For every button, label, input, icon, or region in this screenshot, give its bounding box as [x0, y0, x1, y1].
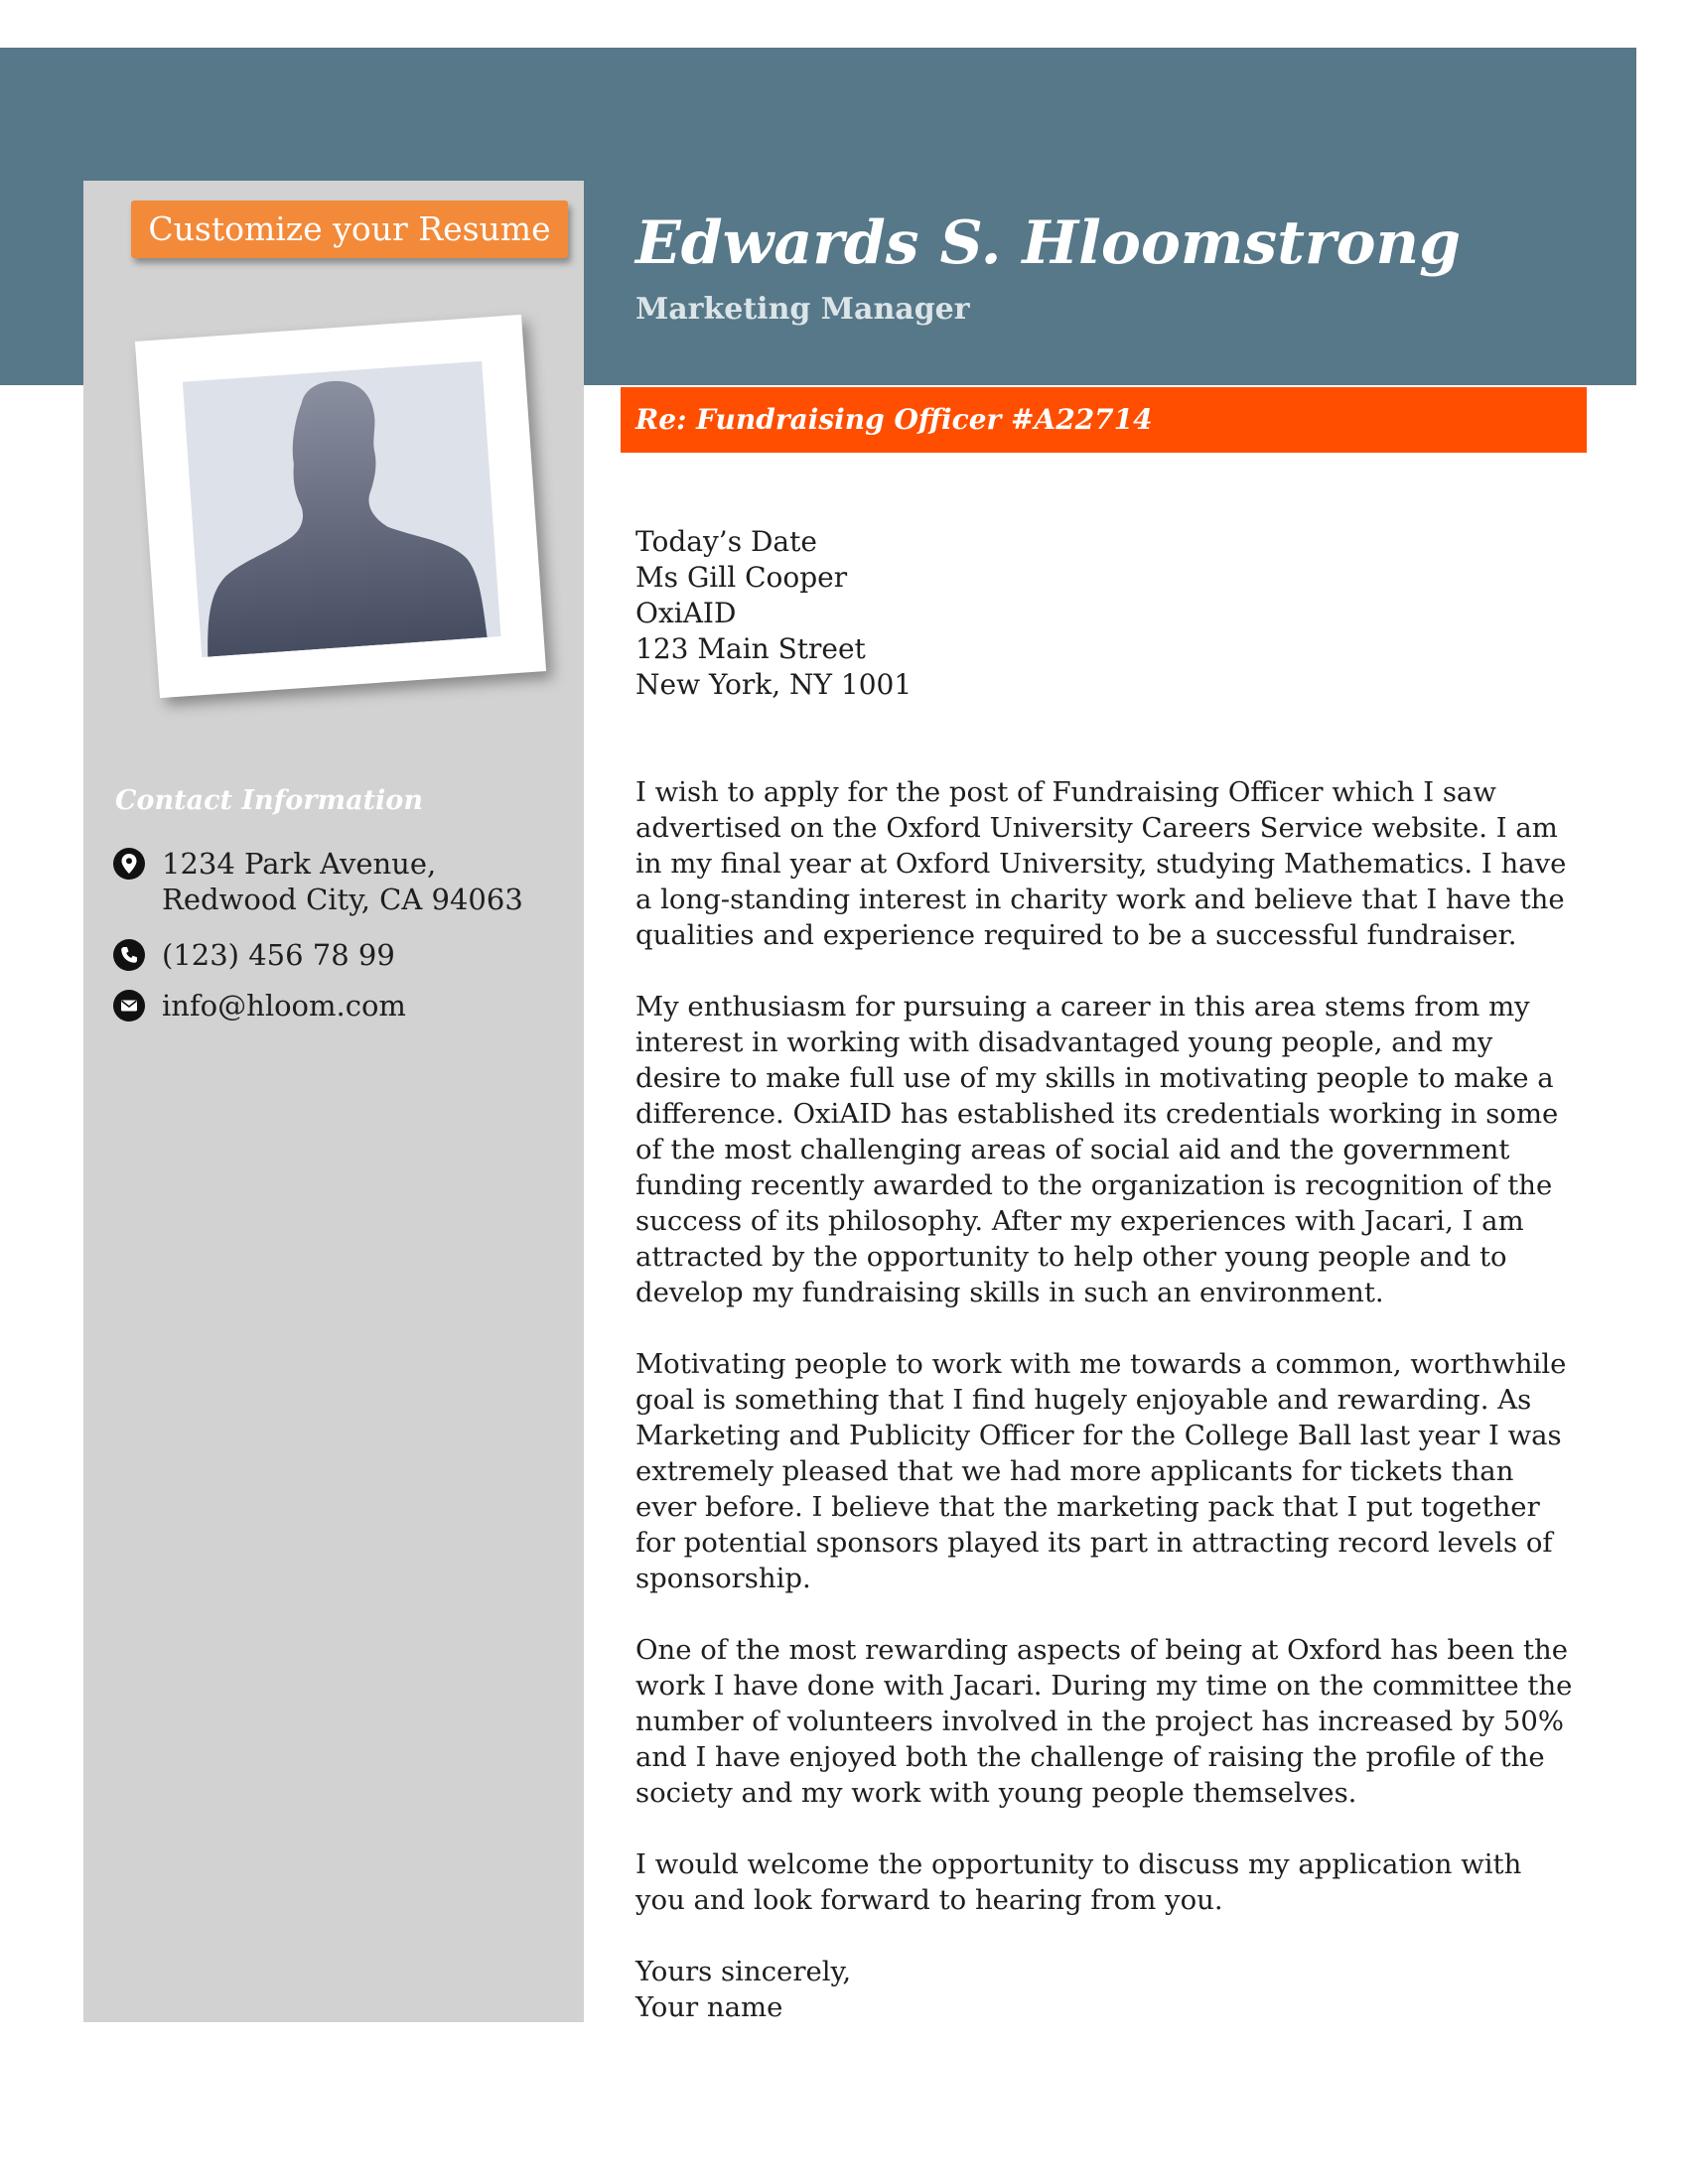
- signature-line: Your name: [635, 1991, 783, 2023]
- letter-body: [635, 774, 1574, 2025]
- subject-bar: [621, 387, 1587, 453]
- letter-closing: [635, 1954, 1574, 2025]
- phone-icon: [113, 939, 145, 971]
- recipient-street: 123 Main Street: [635, 632, 866, 665]
- letter-paragraph: One of the most rewarding aspects of being at Oxford has been the work I have done with Jacari. During my time on the committee the number of volunteers involved in the project has increased by 50% and I have enjoyed both the challenge of raising the profile of the society and my work with young people themselves.: [635, 1634, 1573, 1809]
- date-line: Today’s Date: [635, 525, 817, 558]
- person-silhouette-icon: [183, 361, 501, 657]
- contact-info-heading: Contact Information: [115, 785, 423, 816]
- customize-resume-button[interactable]: Customize your Resume: [131, 201, 568, 258]
- recipient-company: OxiAID: [635, 597, 737, 629]
- closing-line: Yours sincerely,: [635, 1956, 852, 1987]
- contact-address-text: 1234 Park Avenue, Redwood City, CA 94063: [162, 847, 523, 916]
- location-pin-icon: [113, 848, 145, 880]
- recipient-city: New York, NY 1001: [635, 668, 913, 701]
- letter-paragraph: I wish to apply for the post of Fundraising Officer which I saw advertised on the Oxford University Careers Service website. I am in my final year at Oxford University, studying Mathematics. I have a long-standing interest in charity work and believe that I have the qualities and experience required to be a successful fundraiser.: [635, 776, 1567, 951]
- recipient-name: Ms Gill Cooper: [635, 561, 848, 594]
- job-title: Marketing Manager: [635, 292, 970, 327]
- letter-paragraph: My enthusiasm for pursuing a career in this area stems from my interest in working with disadvantaged young people, and my desire to make full use of my skills in motivating people to make a difference. OxiAID has established its credentials working in some of the most challenging areas of social aid and the government funding recently awarded to the organization is recognition of the success of its philosophy. After my experiences with Jacari, I am attracted by the opportunity to help other young people and to develop my fundraising skills in such an environment.: [635, 991, 1559, 1308]
- letter-paragraph: Motivating people to work with me towards a common, worthwhile goal is something that I find hugely enjoyable and rewarding. As Marketing and Publicity Officer for the College Ball last year I was extremely pleased that we had more applicants for tickets than ever before. I believe that the marketing pack that I put together for potential sponsors played its part in attracting record levels of sponsorship.: [635, 1348, 1567, 1594]
- candidate-name: Edwards S. Hloomstrong: [635, 208, 1462, 278]
- envelope-icon: [113, 990, 145, 1022]
- contact-phone-text: (123) 456 78 99: [162, 938, 395, 972]
- recipient-address: [635, 524, 1569, 703]
- letter-paragraph: I would welcome the opportunity to discuss my application with you and look forward to hearing from you.: [635, 1848, 1522, 1916]
- subject-line: Re: Fundraising Officer #A22714: [635, 403, 1153, 436]
- profile-photo-frame: [135, 315, 546, 698]
- contact-email-text[interactable]: info@hloom.com: [162, 989, 406, 1023]
